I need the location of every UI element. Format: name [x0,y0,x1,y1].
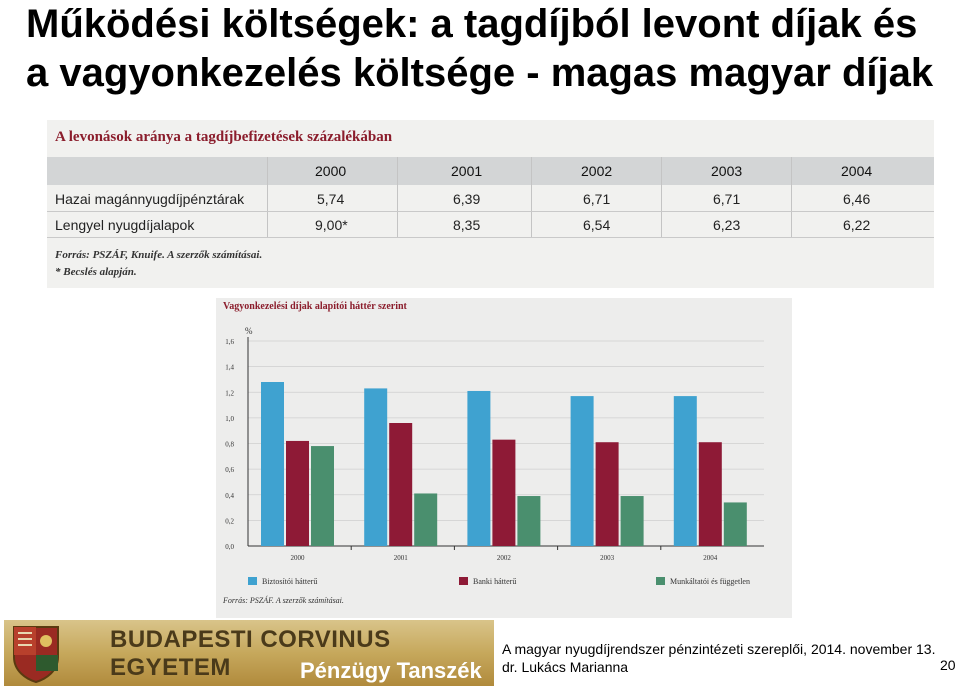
chart-bar [389,423,412,546]
table-row-divider [47,237,934,238]
university-logo-banner [4,620,494,686]
table-row-divider [47,211,934,212]
column-divider [531,157,532,237]
y-tick-label: 1,4 [225,363,234,372]
chart-bar [621,496,644,546]
chart-title: Vagyonkezelési díjak alapítói háttér szerint [223,301,407,312]
chart-panel [216,298,792,618]
table-header-year: 2002 [581,163,613,179]
table-row-label: Lengyel nyugdíjalapok [55,217,195,233]
column-divider [267,157,268,237]
y-axis-unit: % [245,326,253,336]
table-cell: 6,23 [713,217,741,233]
chart-bar [414,493,437,546]
y-tick-label: 0,4 [225,491,234,500]
chart-bar [492,440,515,546]
table-cell: 6,54 [583,217,611,233]
table-cell: 6,39 [453,191,481,207]
fee-table-panel [47,120,934,288]
y-tick-label: 0,0 [225,543,234,551]
footer-presentation-title: A magyar nyugdíjrendszer pénzintézeti szereplői, 2014. november 13. [502,641,936,657]
chart-source: Forrás: PSZÁF. A szerzők számításai. [223,596,344,605]
slide-title [26,0,946,98]
university-name: BUDAPESTI CORVINUS EGYETEM [110,626,391,681]
footer-author: dr. Lukács Marianna [502,659,629,675]
table-header-year: 2000 [315,163,347,179]
chart-bar [674,396,697,546]
y-tick-label: 0,2 [225,517,234,526]
table-caption: A levonások aránya a tagdíjbefizetések százalékában [55,129,393,145]
table-cell: 8,35 [453,217,481,233]
table-cell: 6,71 [713,191,741,207]
y-tick-label: 0,8 [225,440,234,449]
table-cell: 6,71 [583,191,611,207]
legend-label: Biztosítói hátterű [262,577,318,586]
table-header-year: 2001 [451,163,483,179]
table-header-year: 2003 [711,163,743,179]
department-name: Pénzügy Tanszék [300,658,482,683]
y-tick-label: 0,6 [225,466,234,475]
chart-bar [724,502,747,546]
chart-bar [364,388,387,546]
x-tick-label: 2001 [393,554,408,562]
legend-swatch [656,577,665,585]
chart-bar [517,496,540,546]
slide-title-line2: a vagyonkezelés költsége - magas magyar díjak [26,51,934,95]
legend-label: Munkáltatói és független [670,577,750,586]
table-cell: 9,00* [315,217,348,233]
slide-title-line1: Működési költségek: a tagdíjból levont díjak és [26,2,918,46]
chart-bar [699,442,722,546]
column-divider [791,157,792,237]
column-divider [397,157,398,237]
chart-bar [311,446,334,546]
chart-bar [596,442,619,546]
y-tick-label: 1,2 [225,389,234,398]
table-row-label: Hazai magánnyugdíjpénztárak [55,191,245,207]
table-footnote: * Becslés alapján. [55,266,137,278]
y-tick-label: 1,6 [225,338,234,346]
legend-swatch [248,577,257,585]
bar-chart [216,298,792,594]
chart-bar [286,441,309,546]
table-cell: 6,46 [843,191,871,207]
legend-swatch [459,577,468,585]
table-cell: 6,22 [843,217,871,233]
x-tick-label: 2004 [703,554,718,562]
chart-bar [571,396,594,546]
chart-bar [467,391,490,546]
table-header-year: 2004 [841,163,873,179]
x-tick-label: 2000 [290,554,305,562]
table-source: Forrás: PSZÁF, Knuife. A szerzők számításai. [55,249,263,261]
x-tick-label: 2003 [600,554,615,562]
table-cell: 5,74 [317,191,345,207]
table-header-band [47,157,934,185]
crest-icon [10,623,62,683]
legend-label: Banki hátterű [473,577,517,586]
page-number: 20 [940,657,956,673]
x-tick-label: 2002 [496,554,511,562]
chart-bar [261,382,284,546]
y-tick-label: 1,0 [225,414,234,423]
column-divider [661,157,662,237]
